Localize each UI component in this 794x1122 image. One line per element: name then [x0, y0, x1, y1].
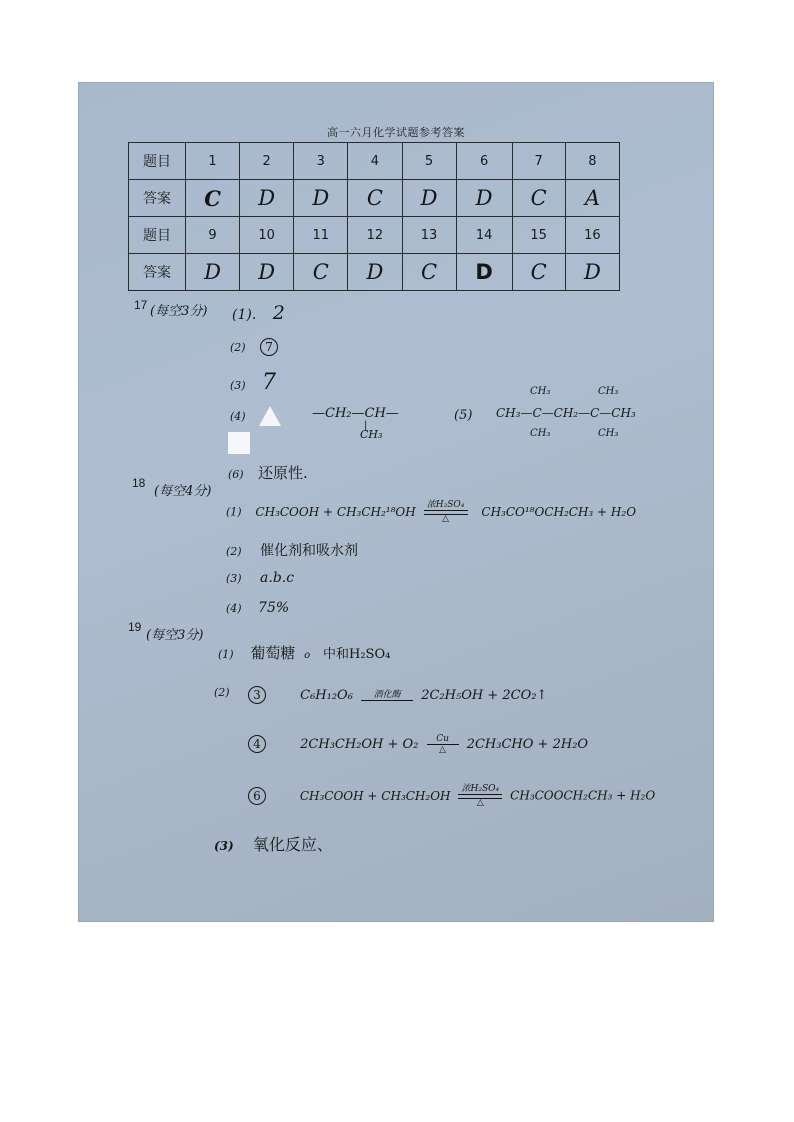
- item-label: (1): [218, 648, 234, 661]
- q19-equation-6: [248, 784, 655, 808]
- question-number: 15: [512, 217, 565, 254]
- item-label: (3): [226, 572, 242, 585]
- answer-cell: D: [294, 180, 348, 217]
- question-number: 6: [456, 143, 512, 180]
- q18-item-4: [226, 600, 289, 616]
- table-row-questions: [129, 143, 620, 180]
- item-label: (4): [230, 410, 246, 423]
- q17-item-4: [230, 408, 246, 424]
- q17-item-6: [228, 462, 308, 483]
- reaction-condition: Cu △: [427, 734, 459, 755]
- question-number: 1: [186, 143, 240, 180]
- question-number: 10: [240, 217, 294, 254]
- item-label: (3): [214, 839, 234, 853]
- q19-item-1: (1) 葡萄糖 o 中和H₂SO₄: [218, 644, 391, 662]
- q17-item-1: [232, 302, 285, 324]
- document-title: 高一六月化学试题参考答案: [327, 126, 465, 139]
- q17-item-3: [230, 370, 276, 395]
- q17-item-5-bottom-left: CH₃: [530, 428, 551, 439]
- answer-cell: C: [402, 254, 456, 291]
- q19-item-3: [214, 832, 333, 855]
- q18-item-3: [226, 570, 294, 586]
- answer-cell: C: [512, 180, 565, 217]
- question-number: 14: [456, 217, 512, 254]
- item-answer: 2: [272, 302, 285, 324]
- item-answer: 7: [262, 370, 277, 395]
- answer-cell: A: [565, 180, 619, 217]
- item-answer: 75%: [258, 600, 290, 616]
- item-label: (3): [230, 379, 246, 392]
- reaction-condition: 浓H₂SO₄ △: [458, 784, 502, 808]
- equation-lhs: CH₃COOH + CH₃CH₂OH: [299, 788, 451, 803]
- q17-number: 17: [134, 298, 148, 312]
- q18-item-1: [226, 500, 636, 524]
- answer-cell: C: [186, 180, 240, 217]
- answer-cell: D: [240, 254, 294, 291]
- answer-cell: D: [240, 180, 294, 217]
- q17-item-5-top-right: CH₃: [598, 386, 619, 397]
- question-number: 8: [565, 143, 619, 180]
- item-answer: 氧化反应、: [252, 835, 333, 854]
- item-answer: a.b.c: [260, 570, 295, 586]
- answer-cell: D: [348, 254, 402, 291]
- answer-cell: D: [186, 254, 240, 291]
- step-marker: 4: [248, 735, 266, 753]
- equation-rhs: 2C₂H₅OH + 2CO₂↑: [421, 688, 548, 703]
- q17-item-4-branch: CH₃: [360, 428, 383, 441]
- row-header: 题目: [129, 143, 186, 180]
- question-number: 2: [240, 143, 294, 180]
- item-label: (2): [226, 545, 242, 558]
- q17-item-5-bottom-right: CH₃: [598, 428, 619, 439]
- q18-item-2: [226, 540, 358, 560]
- table-row-answers: [129, 254, 620, 291]
- q19-number: 19: [128, 620, 142, 634]
- equation-lhs: 2CH₃CH₂OH + O₂: [300, 737, 419, 752]
- q17-item-5-top-left: CH₃: [530, 386, 551, 397]
- item-label: (4): [226, 602, 242, 615]
- q18-score-note: (每空4分): [154, 484, 212, 499]
- q19-equation-4: [248, 734, 588, 755]
- answer-key-table: [128, 142, 620, 291]
- equation-rhs: 2CH₃CHO + 2H₂O: [466, 737, 589, 752]
- question-number: 12: [348, 217, 402, 254]
- redaction-square: [228, 432, 250, 454]
- q19-score-note: (每空3分): [146, 628, 204, 643]
- item-label: (2): [230, 341, 246, 354]
- q18-number: 18: [132, 476, 146, 490]
- item-label: (1).: [232, 307, 257, 323]
- question-number: 9: [186, 217, 240, 254]
- question-number: 3: [294, 143, 348, 180]
- question-number: 13: [402, 217, 456, 254]
- question-number: 11: [294, 217, 348, 254]
- step-marker: 3: [248, 686, 266, 704]
- q17-item-5-label: (5): [454, 408, 473, 423]
- q17-item-2: [230, 338, 278, 356]
- answer-cell: D: [565, 254, 619, 291]
- item-answer: 葡萄糖: [250, 644, 296, 662]
- answer-sheet-photo: 高一六月化学试题参考答案 题目 1 2 3 4 5 6 7 8 答案 C D D C D D C A 题目 9 10 11 12 13 14 15 16 答案 D D C D C D C D 17 (每空3分) (1). 2 (2) 7 (3) 7 (4) —CH₂—CH— | CH₃ (5) CH₃—C—CH₂—C—CH₃ CH₃ CH₃ CH₃ CH₃ (6) 还原性. 18 (每空4分) (1) CH₃COOH + CH₃CH₂¹⁸OH 浓H₂SO₄ △ CH₃CO¹⁸OCH₂CH₃ + H₂O (2) 催化剂和吸水剂 (3) a.b.c (4) 75% 19 (每空3分) (1) 葡萄糖 o 中和H₂SO₄ (2) 3 C₆H₁₂O₆ 酒化酶 2C₂H₅OH + 2CO₂↑ 4 2CH₃CH₂OH + O₂ Cu △ 2CH₃CHO + 2H₂O 6 CH₃COOH + CH₃CH₂OH 浓H₂SO₄ △ CH₃COOCH₂CH₃ + H₂O (3) 氧化反应、: [78, 82, 714, 922]
- q19-item-2-label: (2): [214, 686, 230, 699]
- row-header: 答案: [129, 180, 186, 217]
- q17-score-note: (每空3分): [150, 304, 208, 319]
- row-header: 答案: [129, 254, 186, 291]
- answer-cell: C: [512, 254, 565, 291]
- answer-cell: D: [402, 180, 456, 217]
- table-row-answers: [129, 180, 620, 217]
- equation-lhs: C₆H₁₂O₆: [300, 688, 353, 703]
- question-number: 4: [348, 143, 402, 180]
- item-answer: 还原性.: [258, 464, 308, 482]
- redaction-triangle-icon: [258, 404, 282, 428]
- item-label: (1): [226, 505, 242, 519]
- q17-item-5-structure: CH₃—C—CH₂—C—CH₃: [496, 406, 636, 420]
- reaction-condition: 酒化酶: [361, 690, 413, 701]
- answer-cell: C: [348, 180, 402, 217]
- equation-rhs: CH₃COOCH₂CH₃ + H₂O: [510, 788, 656, 803]
- item-answer-2: 中和H₂SO₄: [322, 647, 391, 662]
- step-marker: 6: [248, 787, 266, 805]
- equation-lhs: CH₃COOH + CH₃CH₂¹⁸OH: [255, 504, 416, 519]
- circled-answer: 7: [260, 338, 278, 356]
- question-number: 16: [565, 217, 619, 254]
- answer-cell: D: [456, 254, 512, 291]
- row-header: 题目: [129, 217, 186, 254]
- question-number: 7: [512, 143, 565, 180]
- q19-equation-3: [248, 686, 547, 704]
- q17-item-4-structure: —CH₂—CH—: [312, 406, 399, 421]
- table-row-questions: [129, 217, 620, 254]
- reaction-condition: 浓H₂SO₄ △: [424, 500, 468, 524]
- question-number: 5: [402, 143, 456, 180]
- answer-cell: D: [456, 180, 512, 217]
- item-label: (6): [228, 468, 244, 481]
- item-answer: 催化剂和吸水剂: [260, 543, 359, 559]
- equation-rhs: CH₃CO¹⁸OCH₂CH₃ + H₂O: [481, 504, 637, 519]
- answer-cell: C: [294, 254, 348, 291]
